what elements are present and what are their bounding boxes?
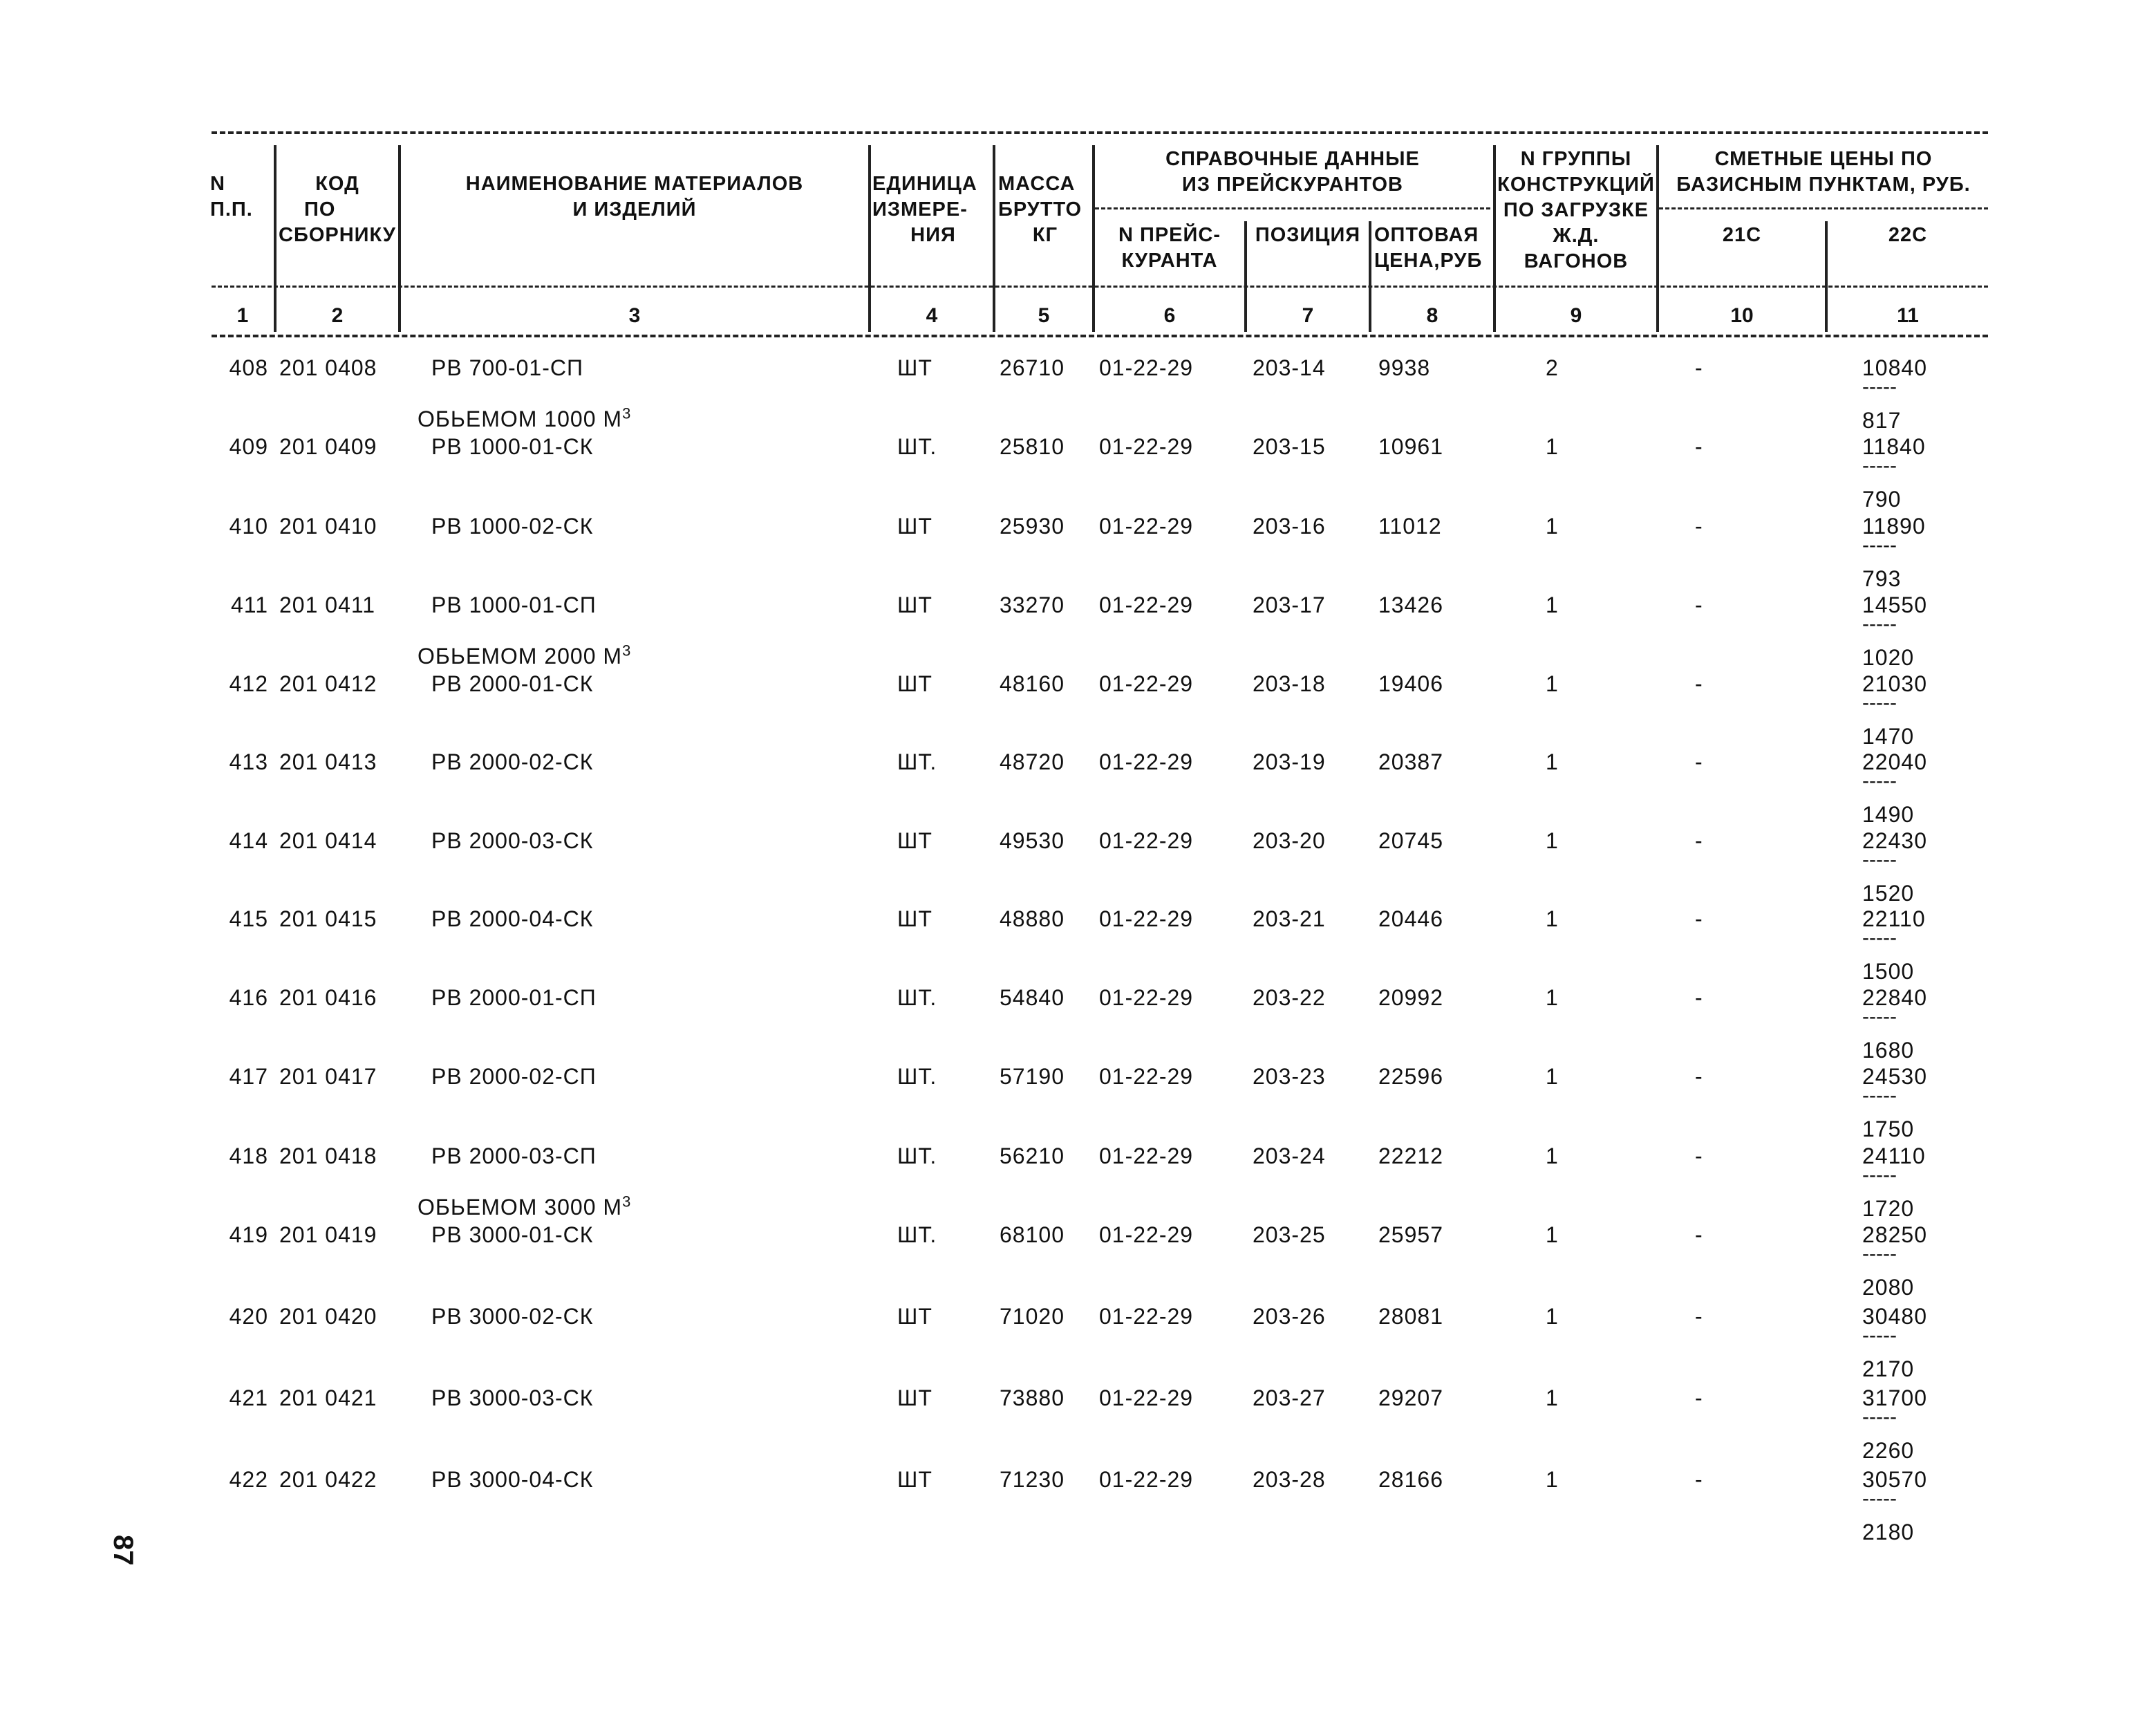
- cell-wholesale: 20446: [1378, 906, 1443, 931]
- header-price-group: СМЕТНЫЕ ЦЕНЫ ПО БАЗИСНЫМ ПУНКТАМ, РУБ.: [1676, 148, 1971, 196]
- header-subrule: [1095, 207, 1490, 209]
- cell-wholesale: 25957: [1378, 1222, 1443, 1247]
- cell-c10: -: [1695, 906, 1703, 931]
- cell-estimate-22c: 22430: [1862, 828, 1927, 853]
- cell-wholesale: 20992: [1378, 985, 1443, 1010]
- header-col2: КОД ПО СБОРНИКУ: [279, 173, 396, 246]
- cell-unit: ШТ: [897, 592, 932, 617]
- cell-group: 1: [1546, 749, 1559, 774]
- header-col8: ОПТОВАЯ ЦЕНА,РУБ: [1374, 224, 1483, 272]
- cell-n: 413: [229, 749, 268, 774]
- cell-c10: -: [1695, 592, 1703, 617]
- cell-price-list: 01-22-29: [1099, 1304, 1194, 1329]
- cell-c10: -: [1695, 828, 1703, 853]
- cell-position: 203-16: [1253, 514, 1326, 539]
- cell-group: 1: [1546, 1385, 1559, 1410]
- cell-mass: 57190: [1000, 1064, 1065, 1089]
- fraction-divider: -----: [1862, 1242, 1897, 1265]
- cell-estimate-22c: 22040: [1862, 749, 1927, 774]
- cell-price-list: 01-22-29: [1099, 906, 1194, 931]
- header-col4: ЕДИНИЦА ИЗМЕРЕ- НИЯ: [872, 173, 977, 246]
- cell-unit: ШТ.: [897, 434, 937, 459]
- cell-group: 1: [1546, 514, 1559, 539]
- cell-c10: -: [1695, 514, 1703, 539]
- cell-position: 203-27: [1253, 1385, 1326, 1410]
- fraction-divider: -----: [1862, 1084, 1897, 1107]
- cell-transport-cost: 2180: [1862, 1520, 1915, 1544]
- cell-group: 1: [1546, 828, 1559, 853]
- cell-estimate-22c: 10840: [1862, 355, 1927, 380]
- fraction-divider: -----: [1862, 1487, 1897, 1510]
- fraction-divider: -----: [1862, 375, 1897, 398]
- cell-group: 1: [1546, 1467, 1559, 1492]
- cell-mass: 56210: [1000, 1143, 1065, 1168]
- cell-mass: 48160: [1000, 671, 1065, 696]
- cell-position: 203-26: [1253, 1304, 1326, 1329]
- cell-wholesale: 22212: [1378, 1143, 1443, 1168]
- cell-unit: ШТ: [897, 514, 932, 539]
- header-col10: 21С: [1722, 224, 1762, 246]
- cell-mass: 33270: [1000, 592, 1065, 617]
- cell-group: 2: [1546, 355, 1559, 380]
- fraction-divider: -----: [1862, 926, 1897, 949]
- cell-wholesale: 9938: [1378, 355, 1431, 380]
- cell-price-list: 01-22-29: [1099, 1143, 1194, 1168]
- cell-price-list: 01-22-29: [1099, 514, 1194, 539]
- cell-wholesale: 22596: [1378, 1064, 1443, 1089]
- cell-group: 1: [1546, 985, 1559, 1010]
- cell-name: РВ 2000-01-СК: [431, 671, 594, 696]
- cell-transport-cost: 817: [1862, 408, 1902, 433]
- cell-c10: -: [1695, 1064, 1703, 1089]
- fraction-divider: -----: [1862, 454, 1897, 477]
- cell-code: 201 0422: [279, 1467, 377, 1492]
- section-heading: ОБЬЕМОМ 3000 $М^3$: [418, 1193, 632, 1220]
- cell-unit: ШТ.: [897, 985, 937, 1010]
- fraction-divider: -----: [1862, 848, 1897, 871]
- cell-name: РВ 700-01-СП: [431, 355, 583, 380]
- cell-unit: ШТ.: [897, 749, 937, 774]
- cell-price-list: 01-22-29: [1099, 1064, 1194, 1089]
- cell-wholesale: 20387: [1378, 749, 1443, 774]
- cell-transport-cost: 1500: [1862, 959, 1915, 984]
- cell-position: 203-28: [1253, 1467, 1326, 1492]
- cell-estimate-22c: 21030: [1862, 671, 1927, 696]
- cell-wholesale: 10961: [1378, 434, 1443, 459]
- header-reference-group: СПРАВОЧНЫЕ ДАННЫЕ ИЗ ПРЕЙСКУРАНТОВ: [1165, 148, 1420, 196]
- cell-transport-cost: 1470: [1862, 724, 1915, 749]
- column-number: 3: [628, 304, 641, 327]
- cell-price-list: 01-22-29: [1099, 592, 1194, 617]
- cell-group: 1: [1546, 1143, 1559, 1168]
- cell-name: РВ 3000-03-СК: [431, 1385, 594, 1410]
- cell-estimate-22c: 24530: [1862, 1064, 1927, 1089]
- cell-c10: -: [1695, 671, 1703, 696]
- cell-c10: -: [1695, 985, 1703, 1010]
- cell-code: 201 0414: [279, 828, 377, 853]
- fraction-divider: -----: [1862, 691, 1897, 714]
- cell-price-list: 01-22-29: [1099, 434, 1194, 459]
- cell-c10: -: [1695, 749, 1703, 774]
- cell-mass: 25930: [1000, 514, 1065, 539]
- cell-mass: 26710: [1000, 355, 1065, 380]
- cell-group: 1: [1546, 1222, 1559, 1247]
- cell-c10: -: [1695, 1143, 1703, 1168]
- header-bottom-rule: [212, 335, 1988, 337]
- cell-name: РВ 2000-03-СК: [431, 828, 594, 853]
- cell-position: 203-15: [1253, 434, 1326, 459]
- cell-estimate-22c: 31700: [1862, 1385, 1927, 1410]
- header-col3: НАИМЕНОВАНИЕ МАТЕРИАЛОВ И ИЗДЕЛИЙ: [465, 173, 804, 221]
- cell-wholesale: 28081: [1378, 1304, 1443, 1329]
- cell-transport-cost: 1750: [1862, 1117, 1915, 1141]
- fraction-divider: -----: [1862, 1406, 1897, 1428]
- cell-price-list: 01-22-29: [1099, 671, 1194, 696]
- cell-group: 1: [1546, 1304, 1559, 1329]
- cell-name: РВ 2000-03-СП: [431, 1143, 597, 1168]
- cell-position: 203-25: [1253, 1222, 1326, 1247]
- cell-unit: ШТ: [897, 906, 932, 931]
- cell-c10: -: [1695, 1385, 1703, 1410]
- cell-group: 1: [1546, 434, 1559, 459]
- cell-name: РВ 2000-02-СК: [431, 749, 594, 774]
- cell-unit: ШТ.: [897, 1064, 937, 1089]
- header-subrule: [1659, 207, 1988, 209]
- cell-c10: -: [1695, 1467, 1703, 1492]
- column-number: 11: [1897, 304, 1919, 327]
- cell-estimate-22c: 30480: [1862, 1304, 1927, 1329]
- cell-name: РВ 3000-02-СК: [431, 1304, 594, 1329]
- cell-code: 201 0421: [279, 1385, 377, 1410]
- cell-name: РВ 1000-01-СП: [431, 592, 597, 617]
- cell-code: 201 0408: [279, 355, 377, 380]
- cell-estimate-22c: 30570: [1862, 1467, 1927, 1492]
- cell-n: 415: [229, 906, 268, 931]
- cell-mass: 71020: [1000, 1304, 1065, 1329]
- column-number: 5: [1038, 304, 1050, 327]
- cell-code: 201 0418: [279, 1143, 377, 1168]
- cell-position: 203-20: [1253, 828, 1326, 853]
- fraction-divider: -----: [1862, 1005, 1897, 1028]
- cell-transport-cost: 2080: [1862, 1275, 1915, 1300]
- cell-code: 201 0413: [279, 749, 377, 774]
- cell-group: 1: [1546, 671, 1559, 696]
- cell-estimate-22c: 11890: [1862, 514, 1926, 539]
- section-heading: ОБЬЕМОМ 1000 $М^3$: [418, 404, 632, 431]
- cell-position: 203-22: [1253, 985, 1326, 1010]
- header-col9: N ГРУППЫ КОНСТРУКЦИЙ ПО ЗАГРУЗКЕ Ж.Д. ВАГОНОВ: [1497, 148, 1655, 272]
- cell-estimate-22c: 14550: [1862, 592, 1927, 617]
- cell-transport-cost: 1490: [1862, 802, 1915, 827]
- cell-wholesale: 29207: [1378, 1385, 1443, 1410]
- cell-mass: 71230: [1000, 1467, 1065, 1492]
- cell-code: 201 0417: [279, 1064, 377, 1089]
- cell-name: РВ 3000-01-СК: [431, 1222, 594, 1247]
- cell-mass: 54840: [1000, 985, 1065, 1010]
- cell-unit: ШТ: [897, 1467, 932, 1492]
- cell-name: РВ 2000-04-СК: [431, 906, 594, 931]
- cell-unit: ШТ: [897, 1385, 932, 1410]
- cell-n: 419: [229, 1222, 268, 1247]
- cell-price-list: 01-22-29: [1099, 355, 1194, 380]
- header-col11: 22С: [1888, 224, 1928, 246]
- cell-name: РВ 1000-02-СК: [431, 514, 594, 539]
- cell-price-list: 01-22-29: [1099, 985, 1194, 1010]
- cell-unit: ШТ: [897, 355, 932, 380]
- cell-c10: -: [1695, 434, 1703, 459]
- cell-n: 408: [229, 355, 268, 380]
- cell-transport-cost: 1680: [1862, 1038, 1915, 1063]
- cell-wholesale: 20745: [1378, 828, 1443, 853]
- column-number: 1: [236, 304, 249, 327]
- header-col5: МАССА БРУТТО КГ: [998, 173, 1082, 246]
- cell-mass: 49530: [1000, 828, 1065, 853]
- cell-transport-cost: 1020: [1862, 645, 1915, 670]
- cell-mass: 73880: [1000, 1385, 1065, 1410]
- fraction-divider: -----: [1862, 1164, 1897, 1186]
- cell-name: РВ 2000-01-СП: [431, 985, 597, 1010]
- cell-code: 201 0410: [279, 514, 377, 539]
- cell-price-list: 01-22-29: [1099, 828, 1194, 853]
- cell-code: 201 0415: [279, 906, 377, 931]
- column-number: 7: [1302, 304, 1314, 327]
- cell-estimate-22c: 24110: [1862, 1143, 1926, 1168]
- cell-c10: -: [1695, 1222, 1703, 1247]
- cell-c10: -: [1695, 1304, 1703, 1329]
- cell-code: 201 0412: [279, 671, 377, 696]
- cell-n: 417: [229, 1064, 268, 1089]
- cell-group: 1: [1546, 906, 1559, 931]
- cell-n: 422: [229, 1467, 268, 1492]
- cell-position: 203-23: [1253, 1064, 1326, 1089]
- cell-code: 201 0419: [279, 1222, 377, 1247]
- section-heading: ОБЬЕМОМ 2000 $М^3$: [418, 642, 632, 669]
- fraction-divider: -----: [1862, 1324, 1897, 1347]
- cell-estimate-22c: 22840: [1862, 985, 1927, 1010]
- column-number: 10: [1730, 304, 1754, 327]
- cell-n: 412: [229, 671, 268, 696]
- cell-mass: 68100: [1000, 1222, 1065, 1247]
- cell-position: 203-24: [1253, 1143, 1326, 1168]
- cell-transport-cost: 1520: [1862, 881, 1915, 906]
- cell-name: РВ 2000-02-СП: [431, 1064, 597, 1089]
- cell-n: 420: [229, 1304, 268, 1329]
- cell-wholesale: 19406: [1378, 671, 1443, 696]
- cell-name: РВ 1000-01-СК: [431, 434, 594, 459]
- cell-estimate-22c: 22110: [1862, 906, 1926, 931]
- cell-n: 421: [229, 1385, 268, 1410]
- column-number: 9: [1570, 304, 1582, 327]
- cell-n: 410: [229, 514, 268, 539]
- cell-code: 201 0411: [279, 592, 376, 617]
- cell-n: 418: [229, 1143, 268, 1168]
- cell-n: 416: [229, 985, 268, 1010]
- cell-group: 1: [1546, 1064, 1559, 1089]
- fraction-divider: -----: [1862, 769, 1897, 792]
- cell-n: 409: [229, 434, 268, 459]
- cell-name: РВ 3000-04-СК: [431, 1467, 594, 1492]
- cell-price-list: 01-22-29: [1099, 1467, 1194, 1492]
- cell-position: 203-21: [1253, 906, 1326, 931]
- cell-estimate-22c: 11840: [1862, 434, 1926, 459]
- header-top-rule: [212, 131, 1988, 134]
- cell-n: 414: [229, 828, 268, 853]
- cell-mass: 48720: [1000, 749, 1065, 774]
- cell-code: 201 0420: [279, 1304, 377, 1329]
- cell-price-list: 01-22-29: [1099, 749, 1194, 774]
- cell-transport-cost: 2260: [1862, 1438, 1915, 1463]
- cell-code: 201 0409: [279, 434, 377, 459]
- cell-transport-cost: 1720: [1862, 1196, 1915, 1221]
- cell-unit: ШТ: [897, 671, 932, 696]
- cell-code: 201 0416: [279, 985, 377, 1010]
- page-number: 87: [108, 1535, 138, 1566]
- cell-mass: 48880: [1000, 906, 1065, 931]
- cell-position: 203-18: [1253, 671, 1326, 696]
- cell-wholesale: 11012: [1378, 514, 1442, 539]
- cell-group: 1: [1546, 592, 1559, 617]
- column-number: 4: [926, 304, 938, 327]
- column-number: 2: [331, 304, 344, 327]
- cell-wholesale: 28166: [1378, 1467, 1443, 1492]
- cell-n: 411: [230, 592, 268, 617]
- header-col7: ПОЗИЦИЯ: [1255, 224, 1361, 246]
- column-number: 8: [1426, 304, 1438, 327]
- column-number: 6: [1163, 304, 1176, 327]
- cell-transport-cost: 2170: [1862, 1356, 1915, 1381]
- fraction-divider: -----: [1862, 534, 1897, 557]
- cell-transport-cost: 790: [1862, 487, 1902, 512]
- header-col1: N П.П.: [210, 173, 253, 221]
- fraction-divider: -----: [1862, 613, 1897, 635]
- cell-c10: -: [1695, 355, 1703, 380]
- cell-position: 203-17: [1253, 592, 1326, 617]
- cell-transport-cost: 793: [1862, 566, 1902, 591]
- cell-wholesale: 13426: [1378, 592, 1443, 617]
- header-col-number-rule: [212, 286, 1988, 288]
- header-col6: N ПРЕЙС- КУРАНТА: [1118, 224, 1221, 272]
- cell-unit: ШТ: [897, 828, 932, 853]
- cell-position: 203-14: [1253, 355, 1326, 380]
- cell-mass: 25810: [1000, 434, 1065, 459]
- cell-position: 203-19: [1253, 749, 1326, 774]
- cell-unit: ШТ.: [897, 1143, 937, 1168]
- cell-unit: ШТ.: [897, 1222, 937, 1247]
- cell-unit: ШТ: [897, 1304, 932, 1329]
- cell-estimate-22c: 28250: [1862, 1222, 1927, 1247]
- cell-price-list: 01-22-29: [1099, 1222, 1194, 1247]
- cell-price-list: 01-22-29: [1099, 1385, 1194, 1410]
